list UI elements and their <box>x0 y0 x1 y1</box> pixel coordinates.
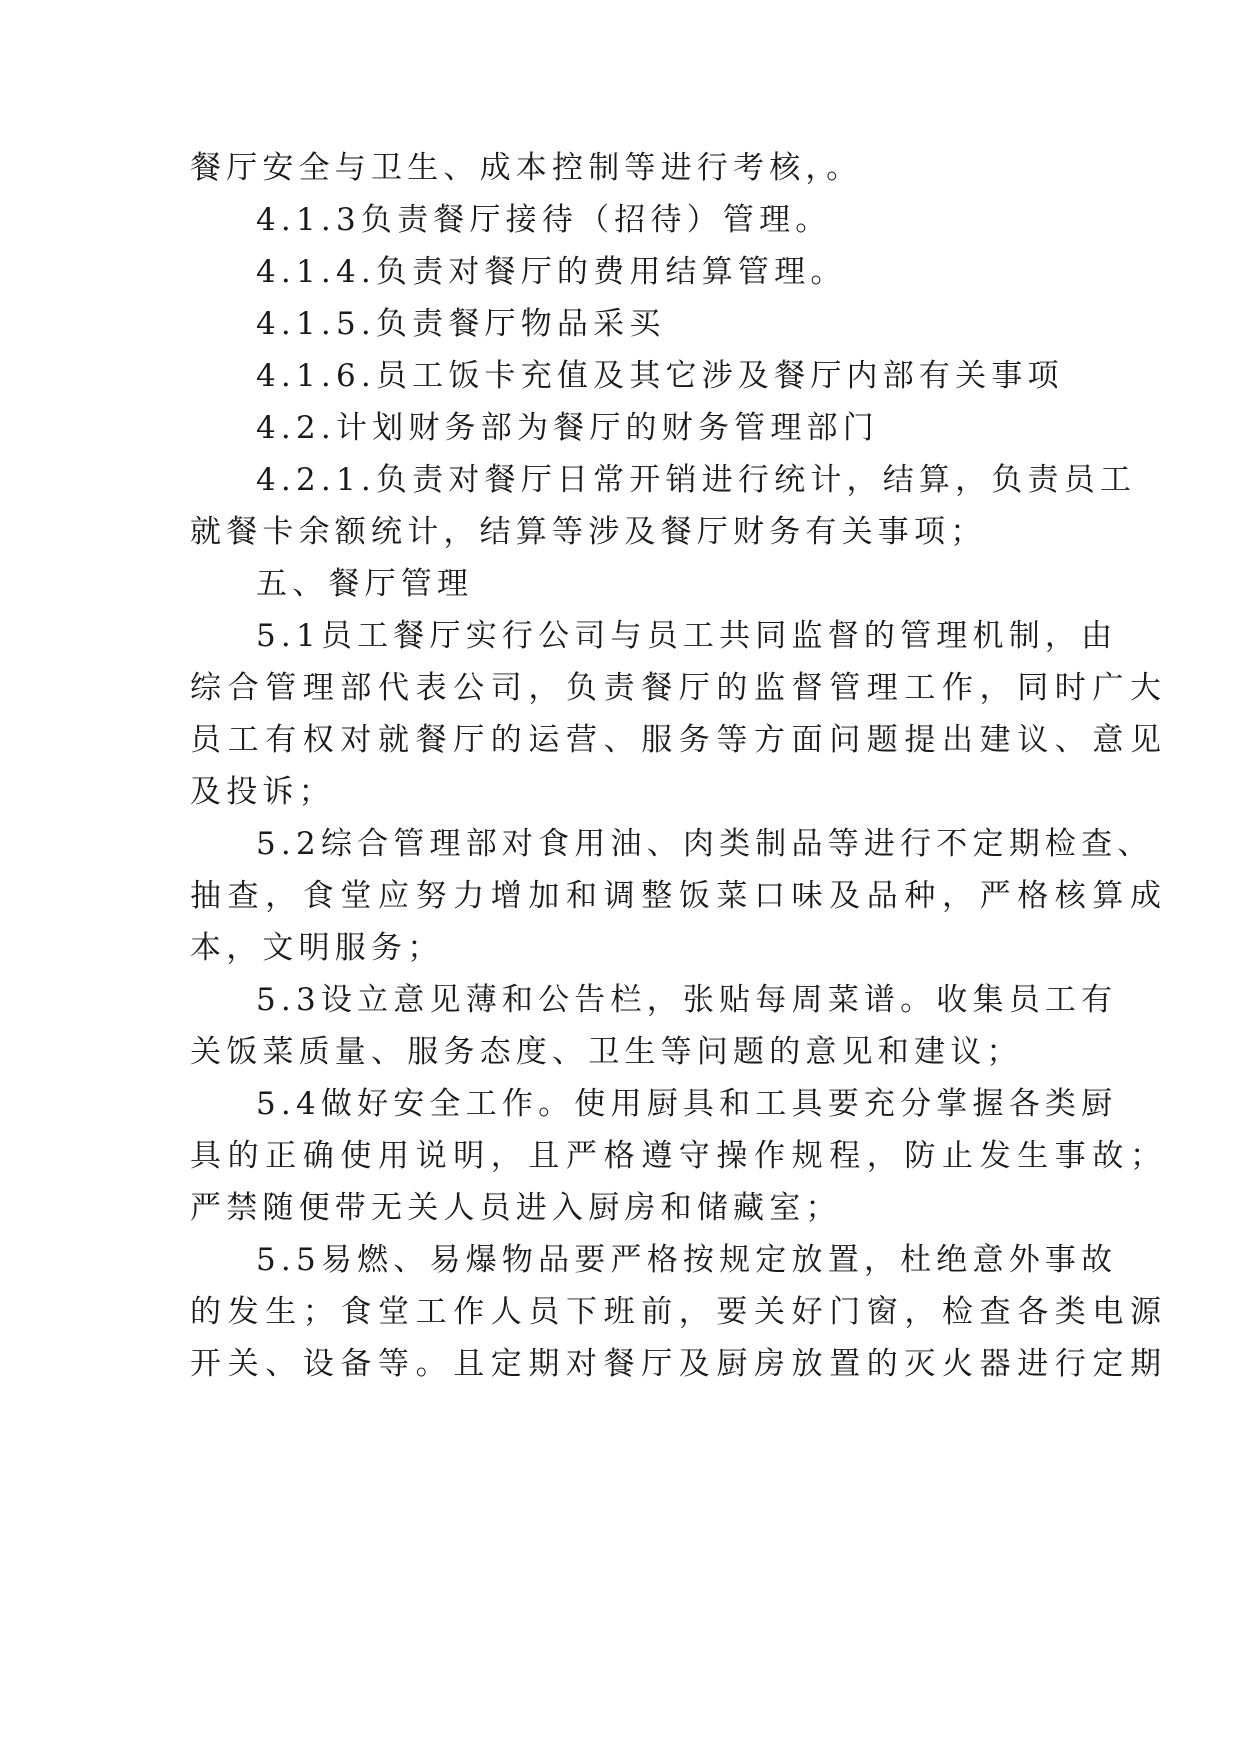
text-line: 关饭菜质量、服务态度、卫生等问题的意见和建议； <box>190 1034 1023 1070</box>
text-line: 5.1员工餐厅实行公司与员工共同监督的管理机制，由 <box>256 618 1118 654</box>
text-line: 及投诉； <box>190 774 335 810</box>
text-line: 开关、设备等。且定期对餐厅及厨房放置的灭火器进行定期 <box>190 1346 1168 1382</box>
text-line: 综合管理部代表公司，负责餐厅的监督管理工作，同时广大 <box>190 670 1168 706</box>
text-line: 员工有权对就餐厅的运营、服务等方面问题提出建议、意见 <box>190 722 1168 758</box>
text-line: 4.1.5.负责餐厅物品采买 <box>256 306 666 342</box>
text-line: 的发生；食堂工作人员下班前，要关好门窗，检查各类电源 <box>190 1294 1168 1330</box>
text-line: 5.5易燃、易爆物品要严格按规定放置，杜绝意外事故 <box>256 1242 1118 1278</box>
text-line: 5.4做好安全工作。使用厨具和工具要充分掌握各类厨 <box>256 1086 1118 1122</box>
text-line: 就餐卡余额统计，结算等涉及餐厅财务有关事项； <box>190 514 987 550</box>
section-heading: 五、餐厅管理 <box>256 566 474 602</box>
text-line: 本，文明服务； <box>190 930 444 966</box>
text-line: 5.2综合管理部对食用油、肉类制品等进行不定期检查、 <box>256 826 1154 862</box>
text-line: 4.1.3负责餐厅接待（招待）管理。 <box>256 202 832 238</box>
text-line: 抽查，食堂应努力增加和调整饭菜口味及品种，严格核算成 <box>190 878 1168 914</box>
text-line: 4.2.计划财务部为餐厅的财务管理部门 <box>256 410 879 446</box>
text-line: 5.3设立意见薄和公告栏，张贴每周菜谱。收集员工有 <box>256 982 1118 1018</box>
text-line: 严禁随便带无关人员进入厨房和储藏室； <box>190 1190 842 1226</box>
text-line: 4.2.1.负责对餐厅日常开销进行统计，结算，负责员工 <box>256 462 1137 498</box>
text-line: 餐厅安全与卫生、成本控制等进行考核，。 <box>190 150 863 186</box>
text-line: 4.1.6.员工饭卡充值及其它涉及餐厅内部有关事项 <box>256 358 1064 394</box>
text-line: 具的正确使用说明，且严格遵守操作规程，防止发生事故； <box>190 1138 1168 1174</box>
text-line: 4.1.4.负责对餐厅的费用结算管理。 <box>256 254 847 290</box>
